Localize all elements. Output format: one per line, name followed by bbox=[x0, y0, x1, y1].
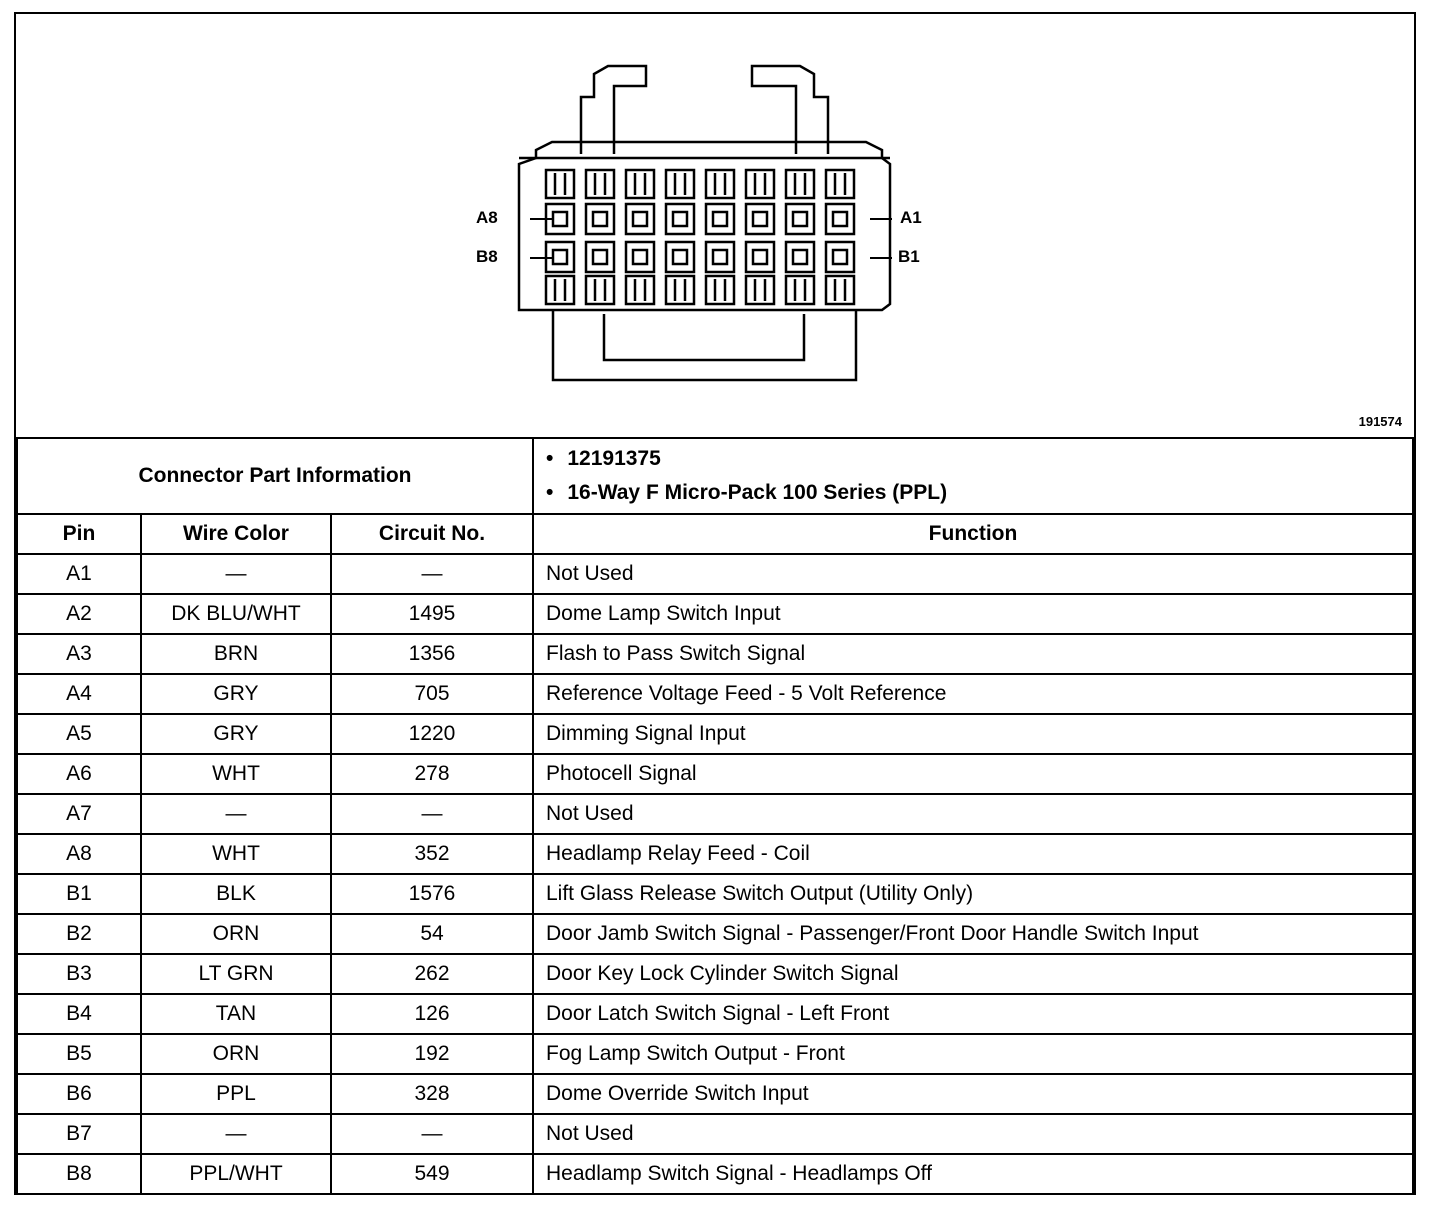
pin-cell: A2 bbox=[17, 594, 141, 634]
circuit-cell: — bbox=[331, 1114, 533, 1154]
pin-cell: A3 bbox=[17, 634, 141, 674]
cavity bbox=[826, 242, 854, 272]
pin-terminal bbox=[633, 212, 647, 226]
circuit-cell: — bbox=[331, 794, 533, 834]
wire-color-cell: ORN bbox=[141, 914, 331, 954]
table-row bbox=[17, 714, 1413, 754]
table-row bbox=[17, 554, 1413, 594]
header-circuit: Circuit No. bbox=[331, 514, 533, 554]
pin-terminal bbox=[713, 212, 727, 226]
cavity bbox=[786, 242, 814, 272]
cavity bbox=[746, 276, 774, 304]
pin-cell: B2 bbox=[17, 914, 141, 954]
table-row bbox=[17, 754, 1413, 794]
circuit-cell: 1576 bbox=[331, 874, 533, 914]
circuit-cell: 328 bbox=[331, 1074, 533, 1114]
function-cell: Flash to Pass Switch Signal bbox=[533, 634, 1413, 674]
wire-color-cell: — bbox=[141, 1114, 331, 1154]
wire-color-cell: LT GRN bbox=[141, 954, 331, 994]
pin-terminal bbox=[833, 212, 847, 226]
pinout-table bbox=[16, 437, 1414, 1195]
wire-color-cell: PPL bbox=[141, 1074, 331, 1114]
cavity bbox=[706, 170, 734, 198]
function-cell: Door Latch Switch Signal - Left Front bbox=[533, 994, 1413, 1034]
pin-cell: B1 bbox=[17, 874, 141, 914]
wire-color-cell: WHT bbox=[141, 754, 331, 794]
cavity bbox=[626, 170, 654, 198]
pin-terminal bbox=[753, 250, 767, 264]
table-row bbox=[17, 954, 1413, 994]
pin-cell: B4 bbox=[17, 994, 141, 1034]
cavity bbox=[786, 204, 814, 234]
connector-skirt bbox=[553, 310, 856, 380]
function-cell: Door Jamb Switch Signal - Passenger/Front Door Handle Switch Input bbox=[533, 914, 1413, 954]
circuit-cell: 192 bbox=[331, 1034, 533, 1074]
cavity bbox=[586, 276, 614, 304]
cavity bbox=[666, 276, 694, 304]
pin-cell: B5 bbox=[17, 1034, 141, 1074]
table-row bbox=[17, 1154, 1413, 1194]
cavity bbox=[826, 204, 854, 234]
function-cell: Dimming Signal Input bbox=[533, 714, 1413, 754]
table-row bbox=[17, 794, 1413, 834]
function-cell: Not Used bbox=[533, 554, 1413, 594]
circuit-cell: 54 bbox=[331, 914, 533, 954]
cavity bbox=[666, 204, 694, 234]
cavity bbox=[746, 170, 774, 198]
wire-color-cell: ORN bbox=[141, 1034, 331, 1074]
circuit-cell: 1356 bbox=[331, 634, 533, 674]
wire-color-cell: GRY bbox=[141, 674, 331, 714]
cavity bbox=[746, 204, 774, 234]
function-cell: Reference Voltage Feed - 5 Volt Reference bbox=[533, 674, 1413, 714]
cavity bbox=[666, 170, 694, 198]
connector-slot bbox=[604, 314, 804, 360]
cavity bbox=[626, 204, 654, 234]
pin-terminal bbox=[553, 250, 567, 264]
table-row bbox=[17, 994, 1413, 1034]
wire-color-cell: WHT bbox=[141, 834, 331, 874]
cavity bbox=[706, 276, 734, 304]
pin-terminal bbox=[793, 250, 807, 264]
table-row bbox=[17, 1114, 1413, 1154]
cavity bbox=[666, 242, 694, 272]
table-row bbox=[17, 674, 1413, 714]
header-wire-color: Wire Color bbox=[141, 514, 331, 554]
pin-terminal bbox=[713, 250, 727, 264]
cavity bbox=[786, 276, 814, 304]
cavity bbox=[586, 204, 614, 234]
pin-terminal bbox=[673, 212, 687, 226]
circuit-cell: 549 bbox=[331, 1154, 533, 1194]
function-cell: Not Used bbox=[533, 1114, 1413, 1154]
pin-label-a1: A1 bbox=[900, 208, 922, 227]
pin-cell: B6 bbox=[17, 1074, 141, 1114]
circuit-cell: 705 bbox=[331, 674, 533, 714]
pin-cell: B3 bbox=[17, 954, 141, 994]
function-cell: Door Key Lock Cylinder Switch Signal bbox=[533, 954, 1413, 994]
header-function: Function bbox=[533, 514, 1413, 554]
pin-cell: A1 bbox=[17, 554, 141, 594]
wire-color-cell: BRN bbox=[141, 634, 331, 674]
function-cell: Lift Glass Release Switch Output (Utility Only) bbox=[533, 874, 1413, 914]
wire-color-cell: DK BLU/WHT bbox=[141, 594, 331, 634]
circuit-cell: 352 bbox=[331, 834, 533, 874]
pin-terminal bbox=[833, 250, 847, 264]
cavity bbox=[586, 170, 614, 198]
cavity bbox=[826, 170, 854, 198]
wire-color-cell: BLK bbox=[141, 874, 331, 914]
table-row bbox=[17, 1074, 1413, 1114]
pin-cell: A4 bbox=[17, 674, 141, 714]
header-pin: Pin bbox=[17, 514, 141, 554]
pin-cell: A8 bbox=[17, 834, 141, 874]
wire-color-cell: — bbox=[141, 554, 331, 594]
pin-terminal bbox=[593, 250, 607, 264]
pin-cell: A7 bbox=[17, 794, 141, 834]
cavity bbox=[786, 170, 814, 198]
table-row bbox=[17, 914, 1413, 954]
pin-cell: A5 bbox=[17, 714, 141, 754]
pin-cell: A6 bbox=[17, 754, 141, 794]
cavity bbox=[546, 276, 574, 304]
circuit-cell: 1220 bbox=[331, 714, 533, 754]
figure-id: 191574 bbox=[1358, 414, 1402, 429]
function-cell: Dome Lamp Switch Input bbox=[533, 594, 1413, 634]
table-row bbox=[17, 1034, 1413, 1074]
circuit-cell: 1495 bbox=[331, 594, 533, 634]
pin-label-b8: B8 bbox=[476, 247, 498, 266]
function-cell: Headlamp Switch Signal - Headlamps Off bbox=[533, 1154, 1413, 1194]
table-row bbox=[17, 594, 1413, 634]
cavity bbox=[626, 276, 654, 304]
pin-cell: B8 bbox=[17, 1154, 141, 1194]
circuit-cell: 126 bbox=[331, 994, 533, 1034]
pin-terminal bbox=[793, 212, 807, 226]
pin-terminal bbox=[673, 250, 687, 264]
cavity bbox=[586, 242, 614, 272]
pin-terminal bbox=[753, 212, 767, 226]
connector-info-label: Connector Part Information bbox=[17, 438, 533, 514]
cavity bbox=[706, 204, 734, 234]
connector-frame bbox=[14, 12, 1416, 1195]
function-cell: Headlamp Relay Feed - Coil bbox=[533, 834, 1413, 874]
cavity bbox=[826, 276, 854, 304]
connector-info-list bbox=[533, 438, 1413, 514]
wire-color-cell: TAN bbox=[141, 994, 331, 1034]
pin-label-a8: A8 bbox=[476, 208, 498, 227]
function-cell: Fog Lamp Switch Output - Front bbox=[533, 1034, 1413, 1074]
connector-info-row bbox=[17, 438, 1413, 514]
table-row bbox=[17, 874, 1413, 914]
table-header-row bbox=[17, 514, 1413, 554]
function-cell: Photocell Signal bbox=[533, 754, 1413, 794]
circuit-cell: 278 bbox=[331, 754, 533, 794]
pin-terminal bbox=[553, 212, 567, 226]
pin-terminal bbox=[633, 250, 647, 264]
cavity bbox=[546, 170, 574, 198]
wire-color-cell: PPL/WHT bbox=[141, 1154, 331, 1194]
connector-description: • 16-Way F Micro-Pack 100 Series (PPL) bbox=[568, 476, 1412, 510]
function-cell: Dome Override Switch Input bbox=[533, 1074, 1413, 1114]
table-row bbox=[17, 834, 1413, 874]
cavity bbox=[706, 242, 734, 272]
cavity bbox=[626, 242, 654, 272]
wire-color-cell: — bbox=[141, 794, 331, 834]
pin-label-b1: B1 bbox=[898, 247, 920, 266]
function-cell: Not Used bbox=[533, 794, 1413, 834]
connector-part-number: • 12191375 bbox=[568, 442, 1412, 476]
circuit-cell: 262 bbox=[331, 954, 533, 994]
wire-color-cell: GRY bbox=[141, 714, 331, 754]
cavity bbox=[746, 242, 774, 272]
table-row bbox=[17, 634, 1413, 674]
pin-terminal bbox=[593, 212, 607, 226]
connector-drawing bbox=[16, 14, 1414, 437]
pin-cavities bbox=[546, 170, 854, 304]
connector-diagram bbox=[16, 14, 1414, 437]
circuit-cell: — bbox=[331, 554, 533, 594]
pin-cell: B7 bbox=[17, 1114, 141, 1154]
